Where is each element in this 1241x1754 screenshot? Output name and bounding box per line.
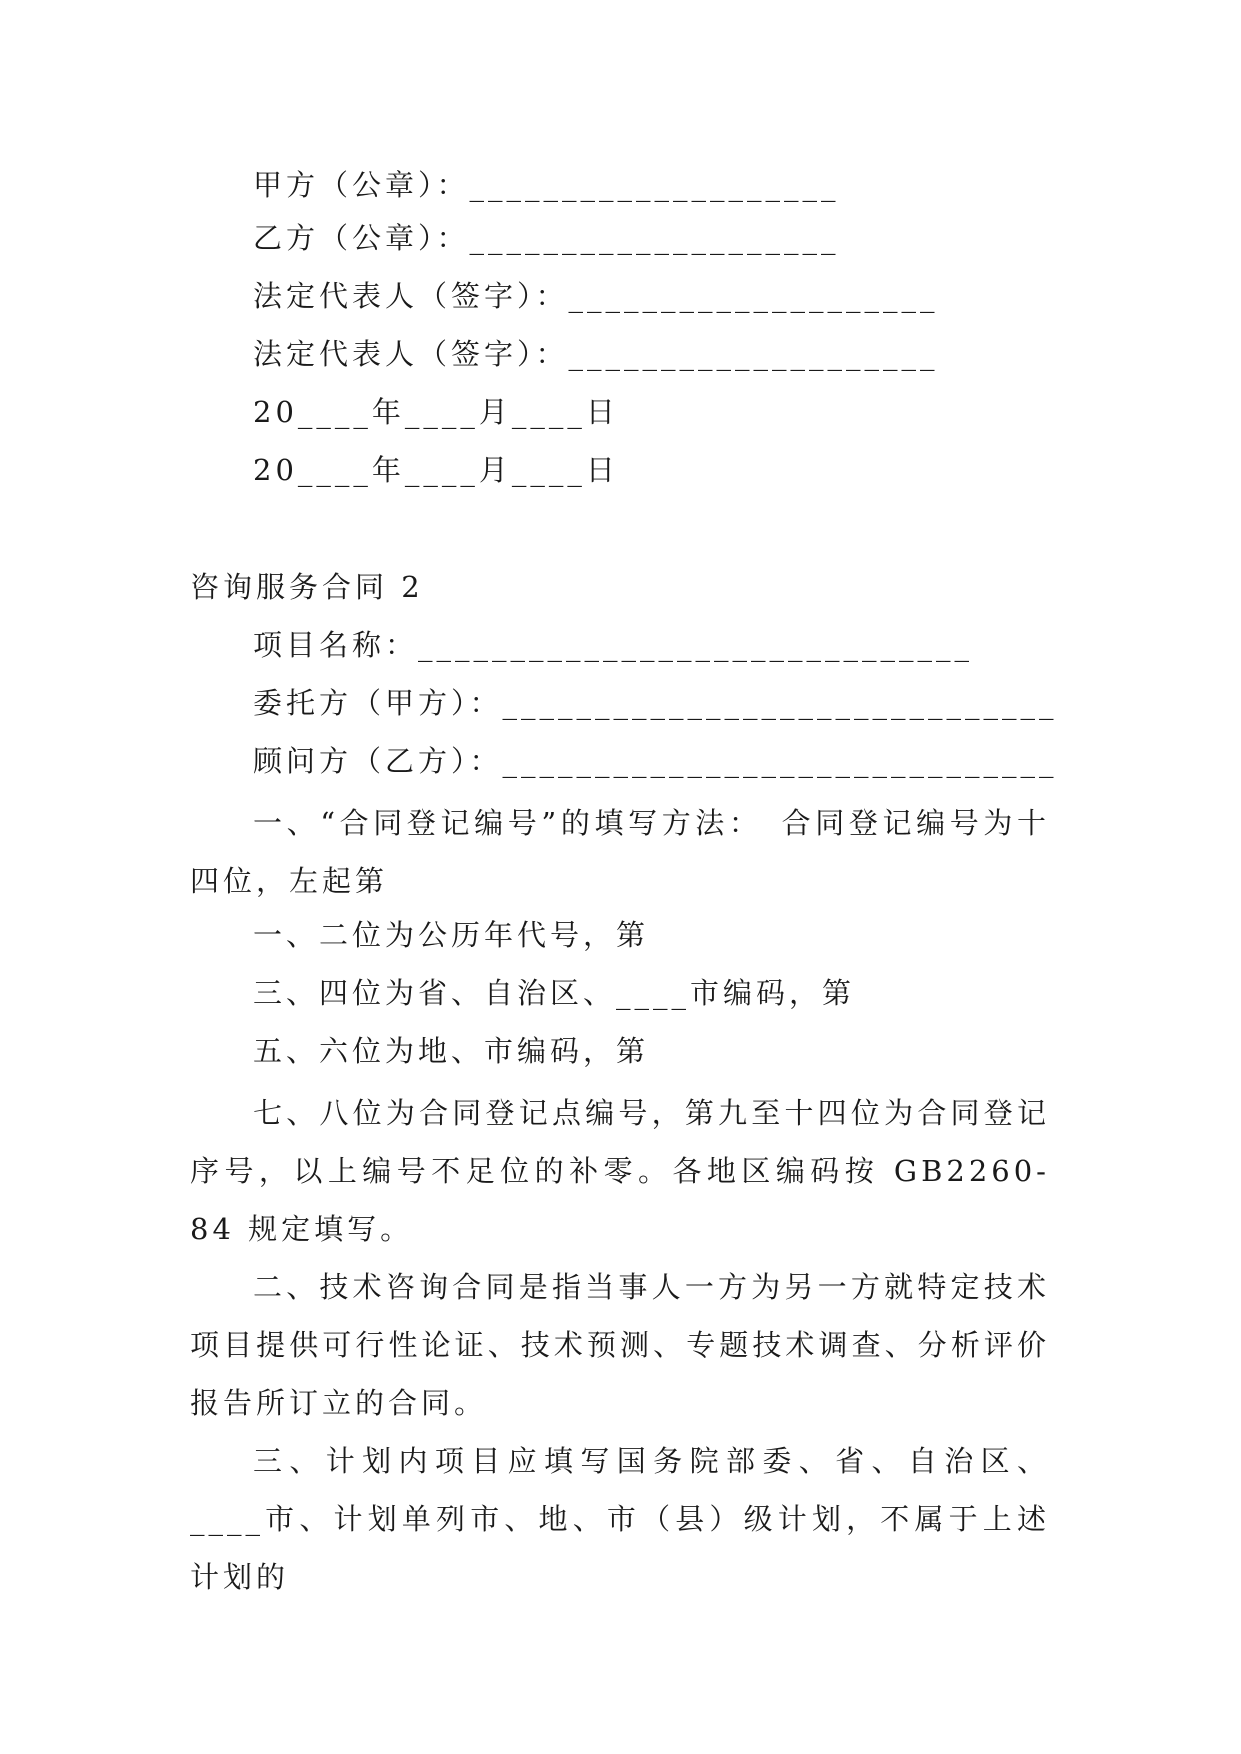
project-name-line: 项目名称：______________________________ [253,628,974,662]
legal-rep-b-line: 法定代表人（签字）：____________________ [253,337,939,371]
item1-d-paragraph: 七、八位为合同登记点编号，第九至十四位为合同登记序号，以上编号不足位的补零。各地区编码按 GB2260-84 规定填写。 [190,1096,1050,1246]
item1-b-line: 三、四位为省、自治区、____市编码，第 [253,976,856,1010]
party-b-seal-line: 乙方（公章）：____________________ [253,221,840,255]
item1-a-line: 一、二位为公历年代号，第 [253,918,650,952]
client-line: 委托方（甲方）：______________________________ [253,686,1058,720]
party-a-seal-line: 甲方（公章）：____________________ [253,168,840,202]
item3-paragraph: 三、计划内项目应填写国务院部委、省、自治区、____市、计划单列市、地、市（县）级计划，不属于上述计划的 [190,1444,1050,1594]
item1-intro-paragraph: 一、“合同登记编号”的填写方法： 合同登记编号为十四位，左起第 [190,806,1050,898]
item2-paragraph: 二、技术咨询合同是指当事人一方为另一方就特定技术项目提供可行性论证、技术预测、专题技术调查、分析评价报告所订立的合同。 [190,1270,1050,1420]
item1-c-line: 五、六位为地、市编码，第 [253,1034,650,1068]
date-b-line: 20____年____月____日 [253,453,619,487]
contract-title: 咨询服务合同 2 [190,570,424,604]
date-a-line: 20____年____月____日 [253,395,619,429]
legal-rep-a-line: 法定代表人（签字）：____________________ [253,279,939,313]
consultant-line: 顾问方（乙方）：______________________________ [253,744,1058,778]
